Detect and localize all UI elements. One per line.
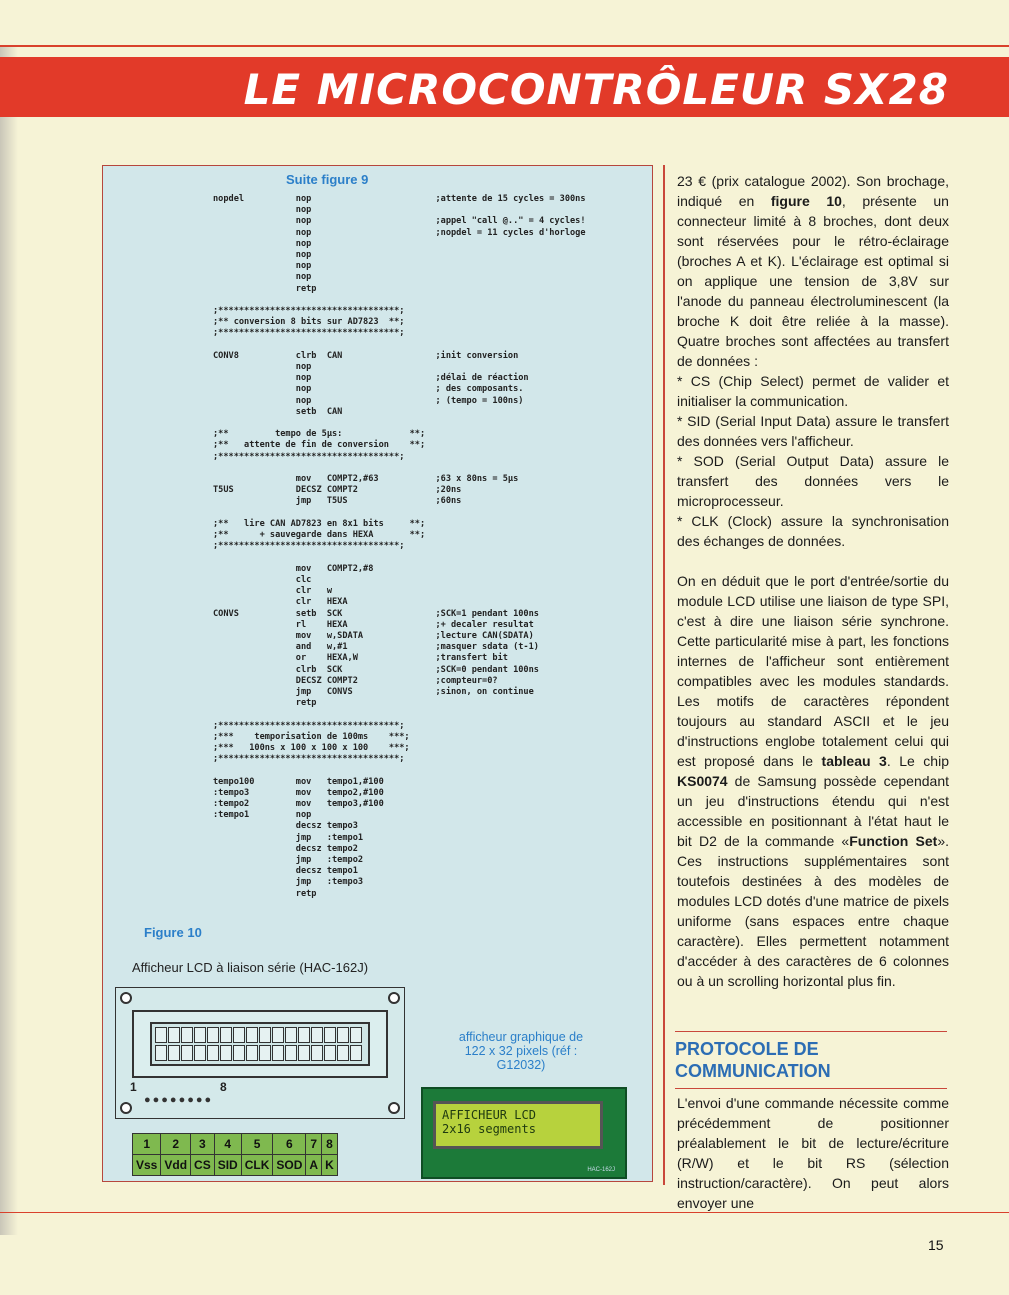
lcd-cell (207, 1027, 219, 1043)
lcd-cell (285, 1045, 297, 1061)
mount-hole (120, 1102, 132, 1114)
right-text-column (663, 165, 949, 1211)
lcd-cell (168, 1045, 180, 1061)
lcd-cell (155, 1045, 167, 1061)
paragraph-1: 23 € (prix catalogue 2002). Son brochage, indiqué en figure 10, présente un connecteur limité à 8 broches, dont deux sont réservées pour le rétro-éclairage (broches A et K). L'éclairage est optimal si on applique une tension de 3,8V sur l'anode du panneau électroluminescent (la broche K doit être reliée à la masse). Quatre broches sont affectées au transfert de données : * CS (Chip Select) permet de valider et initialiser la communication. * SID (Serial Input Data) assure le transfert des données vers l'afficheur. * SOD (Serial Output Data) assure le transfert des données vers le microprocesseur. * CLK (Clock) assure la synchronisation des échanges de données. (677, 173, 949, 549)
top-rule (0, 45, 1009, 47)
bottom-rule (0, 1212, 1009, 1213)
page-title: LE MICROCONTRÔLEUR SX28 (243, 65, 949, 114)
pin-number: 4 (214, 1134, 241, 1155)
lcd-photo-model: HAC-162J (587, 1167, 615, 1173)
pin-number: 3 (191, 1134, 215, 1155)
lcd-module-diagram (115, 987, 405, 1119)
page-number: 15 (928, 1237, 944, 1253)
pin-number: 2 (161, 1134, 191, 1155)
pin-number: 7 (306, 1134, 322, 1155)
pin-marker-first: 1 (130, 1080, 137, 1094)
lcd-character-grid (150, 1022, 370, 1066)
lcd-cell (220, 1045, 232, 1061)
pin-name: CLK (241, 1155, 273, 1176)
pin-number: 8 (322, 1134, 338, 1155)
graphic-display-caption: afficheur graphique de 122 x 32 pixels (réf : G12032) (458, 1030, 584, 1072)
lcd-cell (311, 1027, 323, 1043)
lcd-cell (220, 1027, 232, 1043)
pin-name: A (306, 1155, 322, 1176)
header-banner (0, 57, 1009, 117)
lcd-photo-screen (433, 1101, 603, 1149)
lcd-cell (259, 1045, 271, 1061)
pin-number-row (133, 1134, 338, 1155)
pin-dots: ●●●●●●●● (144, 1094, 214, 1106)
code-listing-panel (102, 165, 653, 917)
lcd-cell (324, 1027, 336, 1043)
lcd-cell (350, 1045, 362, 1061)
lcd-cell (259, 1027, 271, 1043)
pin-name: SOD (273, 1155, 306, 1176)
mount-hole (388, 1102, 400, 1114)
lcd-cell (337, 1045, 349, 1061)
lcd-cell (181, 1027, 193, 1043)
lcd-cell (233, 1045, 245, 1061)
pin-name: Vdd (161, 1155, 191, 1176)
lcd-cell (350, 1027, 362, 1043)
pin-markers (130, 1080, 227, 1094)
pin-number: 6 (273, 1134, 306, 1155)
lcd-cell (155, 1027, 167, 1043)
lcd-cell (233, 1027, 245, 1043)
lcd-row (155, 1045, 363, 1061)
figure-10-panel (102, 915, 653, 1182)
lcd-cell (324, 1045, 336, 1061)
lcd-cell (298, 1027, 310, 1043)
lcd-photo-line1: AFFICHEUR LCD (442, 1108, 536, 1122)
assembly-code: nopdel nop ;attente de 15 cycles = 300ns nop nop ;appel "call @.." = 4 cycles! nop ;nopdel = 11 cycles d'horloge nop nop nop nop retp ;***********************************; ;** conversion 8 bits sur AD7823 **; ;***********************************; CONV8 clrb CAN ;init conversion nop nop ;délai de réaction nop ; des composants. nop ; (tempo = 100ns) setb CAN ;** tempo de 5µs: **; ;** attente de fin de conversion **; ;***********************************; mov COMPT2,#63 ;63 x 80ns = 5µs T5US DECSZ COMPT2 ;20ns jmp T5US ;60ns ;** lire CAN AD7823 en 8x1 bits **; ;** + sauvegarde dans HEXA **; ;***********************************; mov COMPT2,#8 clc clr w clr HEXA CONVS setb SCK ;SCK=1 pendant 100ns rl HEXA ;+ decaler resultat mov w,SDATA ;lecture CAN(SDATA) and w,#1 ;masquer sdata (t-1) or HEXA,W ;transfert bit clrb SCK ;SCK=0 pendant 100ns DECSZ COMPT2 ;compteur=0? jmp CONVS ;sinon, on continue retp ;***********************************; ;*** temporisation de 100ms ***; ;*** 100ns x 100 x 100 x 100 ***; ;***********************************; tempo100 mov tempo1,#100 :tempo3 mov tempo2,#100 :tempo2 mov tempo3,#100 :tempo1 nop decsz tempo3 jmp :tempo1 decsz tempo2 jmp :tempo2 decsz tempo1 jmp :tempo3 retp (213, 194, 586, 899)
lcd-cell (337, 1027, 349, 1043)
mount-hole (388, 992, 400, 1004)
lcd-caption: Afficheur LCD à liaison série (HAC-162J) (132, 960, 369, 975)
pinout-table (132, 1133, 338, 1176)
page-edge-shadow (0, 45, 18, 1235)
pin-name: Vss (133, 1155, 161, 1176)
lcd-cell (246, 1045, 258, 1061)
pin-number: 5 (241, 1134, 273, 1155)
lcd-cell (272, 1027, 284, 1043)
pin-number: 1 (133, 1134, 161, 1155)
lcd-frame (132, 1010, 388, 1078)
lcd-photo-line2: 2x16 segments (442, 1122, 536, 1136)
lcd-cell (181, 1045, 193, 1061)
figure-9-label: Suite figure 9 (286, 172, 369, 187)
lcd-cell (207, 1045, 219, 1061)
lcd-photo (421, 1087, 627, 1179)
lcd-cell (246, 1027, 258, 1043)
lcd-row (155, 1027, 363, 1043)
pin-marker-last: 8 (220, 1080, 227, 1094)
lcd-cell (272, 1045, 284, 1061)
figure-10-label: Figure 10 (144, 925, 202, 940)
lcd-cell (168, 1027, 180, 1043)
lcd-cell (311, 1045, 323, 1061)
pin-name: K (322, 1155, 338, 1176)
pin-name: CS (191, 1155, 215, 1176)
paragraph-2: On en déduit que le port d'entrée/sortie du module LCD utilise une liaison de type SPI, c'est à dire une liaison série synchrone. Cette particularité mise à part, les fonctions internes de l'afficheur sont entièrement compatibles avec les modules standards. Les motifs de caractères répondent toujours au standard ASCII et le jeu d'instructions englobe totalement celui qui est proposé dans le tableau 3. Le chip KS0074 de Samsung possède cependant un jeu d'instructions étendu qui n'est accessible en positionnant à l'état haut le bit D2 de la commande «Function Set». Ces instructions supplémentaires sont toutefois destinées à des modèles de modules LCD dotés d'une matrice de pixels uniforme (sans espaces entre chaque caractère). Elles permettent notamment d'accéder à des caractères de 6 colonnes ou à un scrolling horizontal plus fin. (677, 573, 949, 989)
pin-name: SID (214, 1155, 241, 1176)
mount-hole (120, 992, 132, 1004)
lcd-cell (194, 1027, 206, 1043)
lcd-cell (194, 1045, 206, 1061)
section-heading: PROTOCOLE DE COMMUNICATION (675, 1031, 947, 1089)
lcd-cell (298, 1045, 310, 1061)
pin-name-row (133, 1155, 338, 1176)
lcd-cell (285, 1027, 297, 1043)
paragraph-3: L'envoi d'une commande nécessite comme précédemment de positionner préalablement le bit de lecture/écriture (R/W) et le bit RS (sélection instruction/caractère). On peut alors envoyer une (677, 1095, 949, 1211)
